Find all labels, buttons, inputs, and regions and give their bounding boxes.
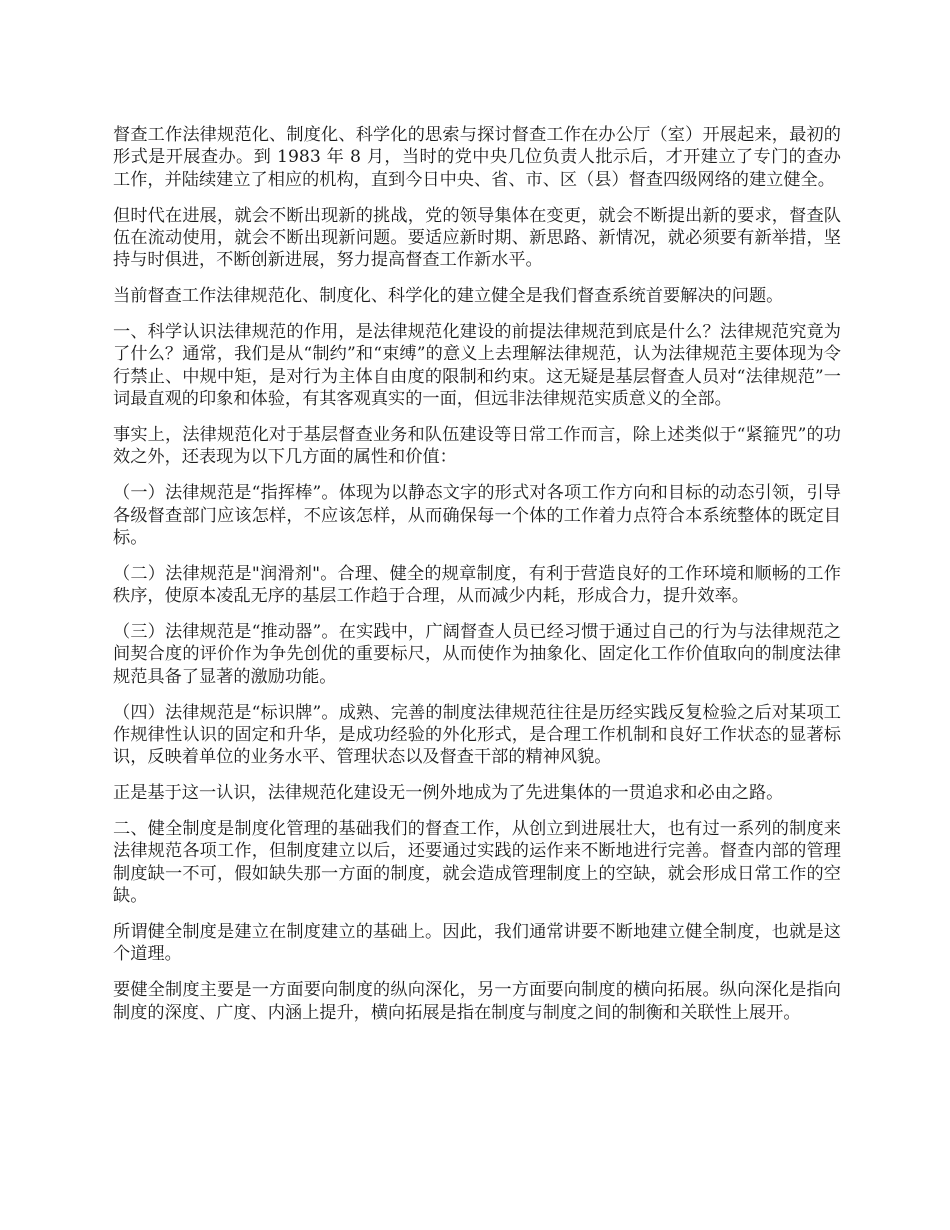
paragraph-6: （一）法律规范是“指挥棒”。体现为以静态文字的形式对各项工作方向和目标的动态引领，引导各级督查部门应该怎样，不应该怎样，从而确保每一个体的工作着力点符合本系统整体的既定目标。 (113, 483, 841, 549)
paragraph-5: 事实上，法律规范化对于基层督查业务和队伍建设等日常工作而言，除上述类似于“紧箍咒”的功效之外，还表现为以下几方面的属性和价值： (113, 425, 841, 468)
paragraph-3: 当前督查工作法律规范化、制度化、科学化的建立健全是我们督查系统首要解决的问题。 (113, 286, 784, 307)
paragraph-9: （四）法律规范是“标识牌”。成熟、完善的制度法律规范往往是历经实践反复检验之后对某项工作规律性认识的固定和升华，是成功经验的外化形式，是合理工作机制和良好工作状态的显著标识，反映着单位的业务水平、管理状态以及督查干部的精神风貌。 (113, 702, 841, 768)
paragraph-10: 正是基于这一认识，法律规范化建设无一例外地成为了先进集体的一贯追求和必由之路。 (113, 783, 784, 804)
paragraph-13: 要健全制度主要是一方面要向制度的纵向深化，另一方面要向制度的横向拓展。纵向深化是指向制度的深度、广度、内涵上提升，横向拓展是指在制度与制度之间的制衡和关联性上展开。 (113, 980, 841, 1023)
document-body (113, 124, 841, 1037)
paragraph-8: （三）法律规范是“推动器”。在实践中，广阔督查人员已经习惯于通过自己的行为与法律规范之间契合度的评价作为争先创优的重要标尺，从而使作为抽象化、固定化工作价值取向的制度法律规范具备了显著的激励功能。 (113, 622, 841, 687)
paragraph-4: 一、科学认识法律规范的作用，是法律规范化建设的前提法律规范到底是什么？法律规范究竟为了什么？通常，我们是从“制约”和“束缚”的意义上去理解法律规范，认为法律规范主要体现为令行禁止、中规中矩，是对行为主体自由度的限制和约束。这无疑是基层督查人员对“法律规范”一词最直观的印象和体验，有其客观真实的一面，但远非法律规范实质意义的全部。 (113, 322, 841, 410)
paragraph-1: 督查工作法律规范化、制度化、科学化的思索与探讨督查工作在办公厅（室）开展起来，最初的形式是开展查办。到 1983 年 8 月，当时的党中央几位负责人批示后，才开建立了专门的查办工作，并陆续建立了相应的机构，直到今日中央、省、市、区（县）督查四级网络的建立健全。 (113, 125, 841, 190)
paragraph-11: 二、健全制度是制度化管理的基础我们的督查工作，从创立到进展壮大，也有过一系列的制度来法律规范各项工作，但制度建立以后，还要通过实践的运作来不断地进行完善。督查内部的管理制度缺一不可，假如缺失那一方面的制度，就会造成管理制度上的空缺，就会形成日常工作的空缺。 (113, 819, 841, 907)
paragraph-7: （二）法律规范是"润滑剂"。合理、健全的规章制度，有利于营造良好的工作环境和顺畅的工作秩序，使原本凌乱无序的基层工作趋于合理，从而减少内耗，形成合力，提升效率。 (113, 563, 841, 607)
paragraph-2: 但时代在进展，就会不断出现新的挑战，党的领导集体在变更，就会不断提出新的要求，督查队伍在流动使用，就会不断出现新问题。要适应新时期、新思路、新情况，就必须要有新举措，坚持与时俱进，不断创新进展，努力提高督查工作新水平。 (113, 205, 841, 271)
paragraph-12: 所谓健全制度是建立在制度建立的基础上。因此，我们通常讲要不断地建立健全制度，也就是这个道理。 (113, 922, 841, 965)
